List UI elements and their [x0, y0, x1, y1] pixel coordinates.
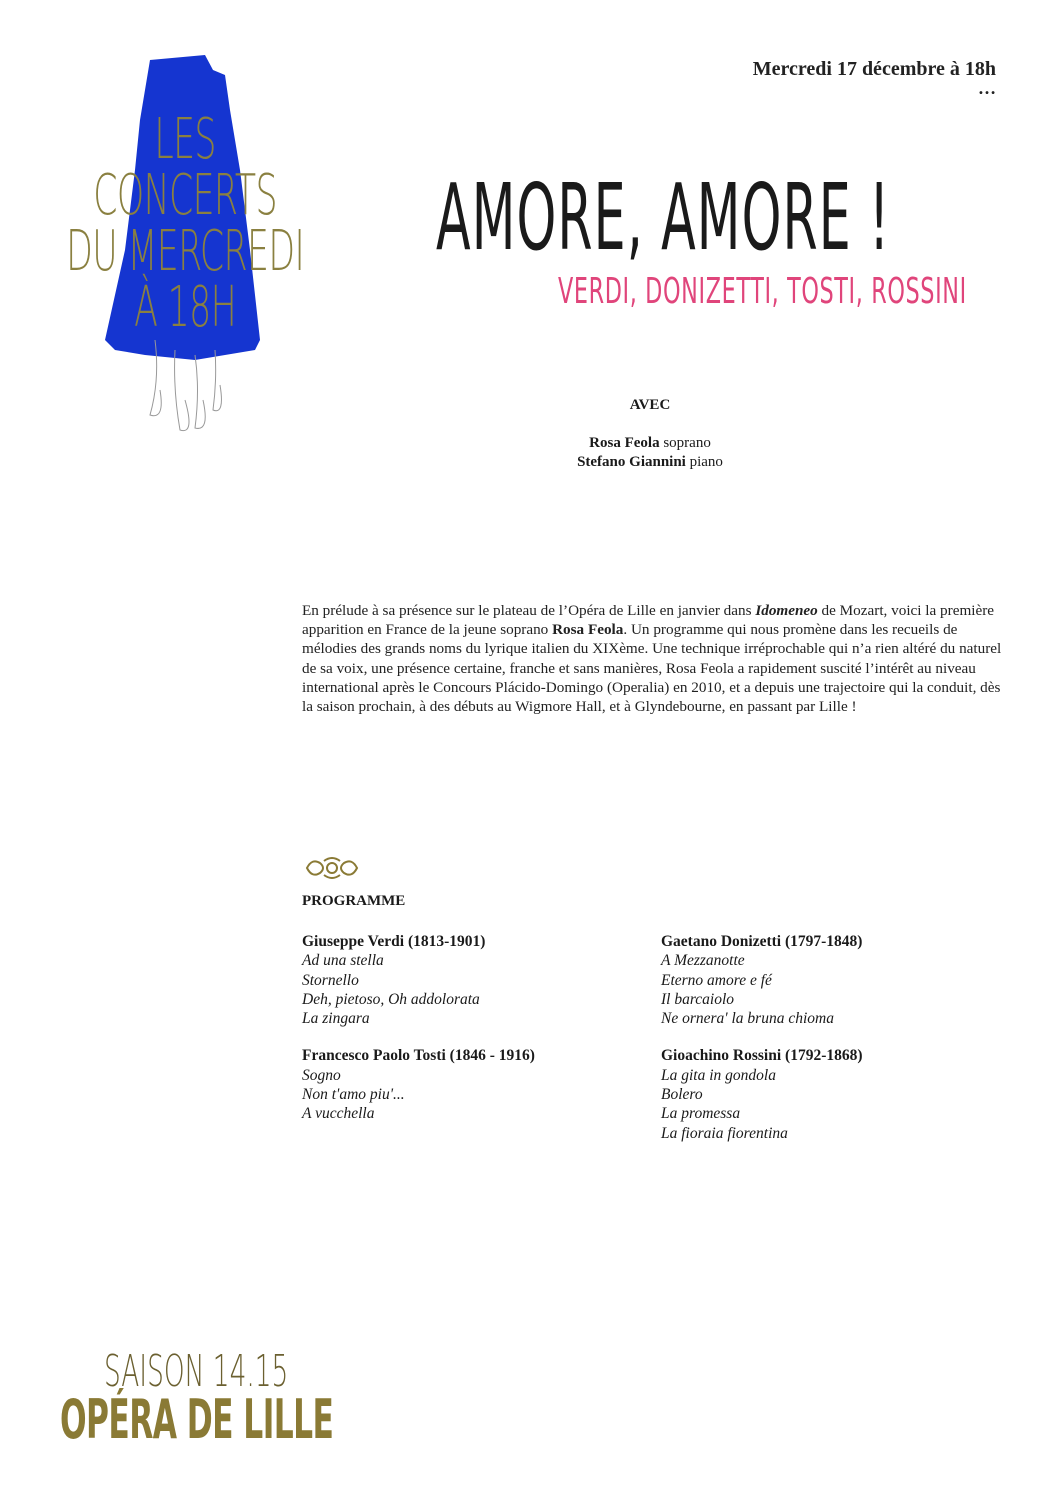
performer-name: Stefano Giannini — [577, 454, 686, 470]
intro-paragraph — [302, 601, 1002, 716]
programme-heading: PROGRAMME — [302, 893, 406, 909]
piece-title: La gita in gondola — [661, 1066, 776, 1084]
concert-title: AMORE, AMORE ! — [436, 164, 891, 271]
composer-name: Gaetano Donizetti (1797-1848) — [661, 933, 863, 950]
composer-group-tosti — [302, 1046, 632, 1123]
series-line-1: LES CONCERTS — [93, 107, 277, 228]
piece-title: A Mezzanotte — [661, 952, 745, 970]
series-line-3: À 18H — [134, 275, 237, 340]
piece-title: La promessa — [661, 1105, 741, 1123]
programme-column-left — [302, 932, 632, 1142]
piece-title: A vucchella — [302, 1105, 375, 1123]
piece-title: La zingara — [302, 1010, 370, 1028]
intro-text: de Mozart, voici la première apparition en France de la jeune soprano — [302, 602, 995, 639]
intro-text: . Un programme qui nous promène dans les recueils de mélodies des grands noms du lyrique italien du XIXème. Une technique irréprochable qui n’a rien altéré du naturel de sa voix, une présence certaine, franche et sans manières, Rosa Feola a rapidement suscité l’intérêt au niveau international après le Concours Plácido-Domingo (Operalia) en 2010, et a depuis une trajectoire qui la conduit, dès la saison prochain, à des débuts au Wigmore Hall, et à Glyndebourne, en passant par Lille ! — [302, 621, 1002, 716]
footer-season: SAISON 14.15 — [104, 1346, 289, 1397]
series-title — [58, 107, 312, 340]
cast-heading: AVEC — [629, 397, 671, 413]
piece-title: Stornello — [302, 971, 359, 989]
date-ellipsis: … — [978, 78, 996, 98]
piece-title: Non t'amo piu'... — [302, 1086, 405, 1104]
programme-column-right — [661, 932, 991, 1161]
concert-subtitle: VERDI, DONIZETTI, TOSTI, ROSSINI — [558, 271, 967, 312]
performer-role: piano — [685, 454, 723, 470]
piece-title: Sogno — [302, 1066, 341, 1084]
composer-name: Gioachino Rossini (1792-1868) — [661, 1047, 863, 1065]
concert-date: Mercredi 17 décembre à 18h — [752, 58, 996, 80]
cast-list — [300, 434, 1000, 472]
composer-group-donizetti — [661, 932, 991, 1028]
performer-role: soprano — [659, 435, 711, 451]
piece-title: Ne ornera' la bruna chioma — [661, 1010, 834, 1028]
intro-text: En prélude à sa présence sur le plateau de l’Opéra de Lille en janvier dans — [302, 602, 756, 619]
footer-opera-logo: OPÉRA DE LILLE — [60, 1388, 334, 1451]
piece-title: Il barcaiolo — [661, 990, 735, 1008]
performer-row — [300, 434, 1000, 453]
piece-title: La fioraia fiorentina — [661, 1124, 788, 1142]
composer-group-verdi — [302, 932, 632, 1028]
composer-name: Francesco Paolo Tosti (1846 - 1916) — [302, 1047, 535, 1065]
performer-name: Rosa Feola — [589, 435, 660, 451]
composer-name: Giuseppe Verdi (1813-1901) — [302, 933, 486, 950]
work-title: Idomeneo — [755, 602, 818, 619]
piece-title: Ad una stella — [302, 952, 384, 970]
piece-title: Eterno amore e fé — [661, 971, 772, 989]
ornament-icon — [302, 853, 362, 883]
performer-row — [300, 453, 1000, 472]
singer-name: Rosa Feola — [552, 621, 624, 639]
piece-title: Deh, pietoso, Oh addolorata — [302, 990, 480, 1008]
composer-group-rossini — [661, 1046, 991, 1142]
series-line-2: DU MERCREDI — [66, 219, 305, 284]
piece-title: Bolero — [661, 1086, 703, 1104]
